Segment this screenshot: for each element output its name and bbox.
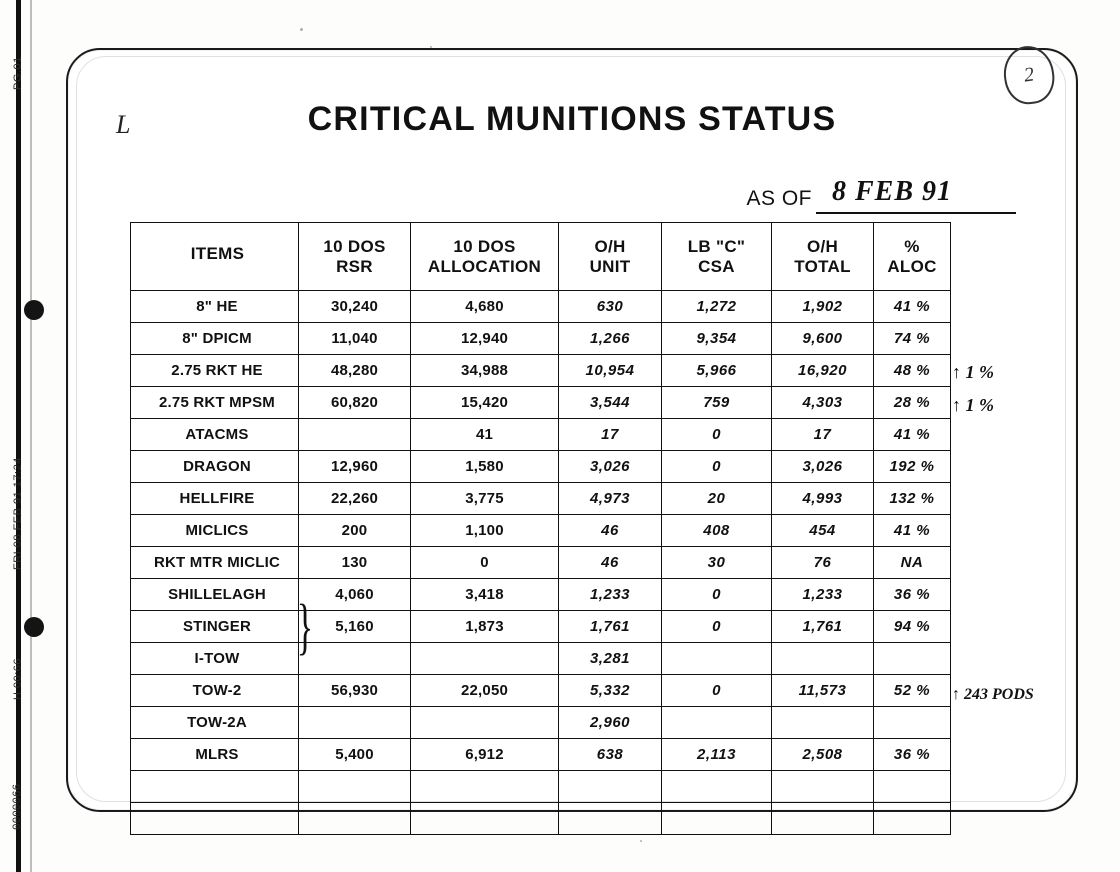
- column-header-allocation: 10 DOS ALLOCATION: [411, 223, 559, 291]
- cell-oh_unit: 1,266: [559, 323, 662, 355]
- cell-oh_unit: 10,954: [559, 355, 662, 387]
- cell-oh_total: 9,600: [772, 323, 874, 355]
- cell-oh_total: 1,761: [772, 611, 874, 643]
- cell-item: TOW-2: [131, 675, 299, 707]
- cell-item: [131, 803, 299, 835]
- cell-oh_total: 17: [772, 419, 874, 451]
- cell-oh_total: 16,920: [772, 355, 874, 387]
- cell-oh_total: 3,026: [772, 451, 874, 483]
- table-row: [131, 675, 951, 707]
- cell-oh_unit: 4,973: [559, 483, 662, 515]
- scan-speck: [300, 28, 303, 31]
- cell-lbc: [662, 803, 772, 835]
- cell-alloc: 1,100: [411, 515, 559, 547]
- table-row: [131, 451, 951, 483]
- cell-rsr: 5,400: [299, 739, 411, 771]
- cell-pct: 94 %: [874, 611, 951, 643]
- table-row: [131, 323, 951, 355]
- cell-oh_total: [772, 643, 874, 675]
- document-sheet: [66, 48, 1078, 812]
- cell-oh_unit: [559, 771, 662, 803]
- page-title: CRITICAL MUNITIONS STATUS: [307, 100, 837, 138]
- cell-item: ATACMS: [131, 419, 299, 451]
- cell-lbc: 2,113: [662, 739, 772, 771]
- cell-lbc: [662, 707, 772, 739]
- cell-alloc: [411, 707, 559, 739]
- cell-oh_total: 1,902: [772, 291, 874, 323]
- cell-oh_unit: 2,960: [559, 707, 662, 739]
- cell-rsr: [299, 803, 411, 835]
- cell-item: 8" HE: [131, 291, 299, 323]
- table-row: [131, 355, 951, 387]
- cell-lbc: 0: [662, 451, 772, 483]
- cell-lbc: 759: [662, 387, 772, 419]
- cell-item: RKT MTR MICLIC: [131, 547, 299, 579]
- scan-page-label: PG.01: [12, 56, 24, 90]
- table-header-row: [131, 223, 951, 291]
- cell-alloc: 34,988: [411, 355, 559, 387]
- cell-rsr: [299, 419, 411, 451]
- cell-rsr: 60,820: [299, 387, 411, 419]
- column-header-lb-c-csa: LB "C" CSA: [662, 223, 772, 291]
- cell-oh_unit: 3,544: [559, 387, 662, 419]
- handwritten-page-mark: L: [116, 110, 131, 139]
- table-row: [131, 483, 951, 515]
- handwritten-brace: }: [296, 593, 314, 661]
- cell-rsr: 22,260: [299, 483, 411, 515]
- cell-pct: 41 %: [874, 291, 951, 323]
- cell-oh_unit: 17: [559, 419, 662, 451]
- scan-date-stamp: FRI 08 FEB 91 17:24: [12, 457, 24, 570]
- cell-alloc: 3,775: [411, 483, 559, 515]
- scan-speck: [640, 840, 642, 842]
- cell-oh_unit: 46: [559, 515, 662, 547]
- cell-pct: 36 %: [874, 579, 951, 611]
- cell-item: STINGER: [131, 611, 299, 643]
- as-of-value: 8 FEB 91: [832, 176, 953, 207]
- margin-note-2: ↑ 1 %: [952, 395, 994, 415]
- cell-oh_total: 1,233: [772, 579, 874, 611]
- cell-pct: 48 %: [874, 355, 951, 387]
- cell-item: 8" DPICM: [131, 323, 299, 355]
- table-row: [131, 387, 951, 419]
- cell-alloc: 4,680: [411, 291, 559, 323]
- cell-item: DRAGON: [131, 451, 299, 483]
- column-header-rsr: 10 DOS RSR: [299, 223, 411, 291]
- cell-alloc: 1,580: [411, 451, 559, 483]
- cell-pct: 28 %: [874, 387, 951, 419]
- table-row: [131, 771, 951, 803]
- cell-oh_total: 4,303: [772, 387, 874, 419]
- cell-item: SHILLELAGH: [131, 579, 299, 611]
- cell-rsr: 130: [299, 547, 411, 579]
- table-row: [131, 707, 951, 739]
- cell-alloc: 6,912: [411, 739, 559, 771]
- cell-lbc: 408: [662, 515, 772, 547]
- cell-pct: 52 %: [874, 675, 951, 707]
- cell-lbc: 9,354: [662, 323, 772, 355]
- as-of-label: AS OF: [746, 187, 812, 210]
- scan-time-stamp: H 00:66: [12, 657, 24, 700]
- cell-alloc: 0: [411, 547, 559, 579]
- cell-oh_total: 11,573: [772, 675, 874, 707]
- cell-rsr: [299, 771, 411, 803]
- cell-pct: NA: [874, 547, 951, 579]
- cell-oh_unit: 630: [559, 291, 662, 323]
- cell-lbc: [662, 643, 772, 675]
- cell-lbc: 1,272: [662, 291, 772, 323]
- cell-oh_unit: 5,332: [559, 675, 662, 707]
- cell-lbc: 5,966: [662, 355, 772, 387]
- cell-oh_total: [772, 771, 874, 803]
- cell-item: TOW-2A: [131, 707, 299, 739]
- table-row: [131, 611, 951, 643]
- table-row: [131, 739, 951, 771]
- critical-munitions-table: [130, 222, 951, 835]
- cell-lbc: 30: [662, 547, 772, 579]
- cell-oh_unit: 638: [559, 739, 662, 771]
- cell-alloc: 1,873: [411, 611, 559, 643]
- cell-item: MICLICS: [131, 515, 299, 547]
- cell-item: MLRS: [131, 739, 299, 771]
- cell-oh_unit: 3,281: [559, 643, 662, 675]
- cell-oh_unit: [559, 803, 662, 835]
- table-row: [131, 419, 951, 451]
- cell-alloc: 3,418: [411, 579, 559, 611]
- cell-rsr: 56,930: [299, 675, 411, 707]
- cell-alloc: 12,940: [411, 323, 559, 355]
- cell-alloc: 22,050: [411, 675, 559, 707]
- cell-item: 2.75 RKT HE: [131, 355, 299, 387]
- cell-pct: 192 %: [874, 451, 951, 483]
- cell-item: [131, 771, 299, 803]
- cell-rsr: 5,160: [299, 611, 411, 643]
- table-row: [131, 803, 951, 835]
- scan-document-number: 0000066: [12, 783, 24, 830]
- cell-oh_total: 4,993: [772, 483, 874, 515]
- cell-lbc: 0: [662, 675, 772, 707]
- table-body: [131, 291, 951, 835]
- column-header-oh-total: O/H TOTAL: [772, 223, 874, 291]
- cell-oh_total: 76: [772, 547, 874, 579]
- cell-rsr: [299, 643, 411, 675]
- cell-pct: 132 %: [874, 483, 951, 515]
- column-header-pct-aloc: % ALOC: [874, 223, 951, 291]
- cell-oh_unit: 1,233: [559, 579, 662, 611]
- cell-oh_unit: 3,026: [559, 451, 662, 483]
- column-header-items: ITEMS: [131, 223, 299, 291]
- cell-alloc: [411, 803, 559, 835]
- cell-alloc: 41: [411, 419, 559, 451]
- hole-punch-mark: [24, 300, 44, 320]
- scan-edge-line: [30, 0, 32, 872]
- table-row: [131, 579, 951, 611]
- table-row: [131, 547, 951, 579]
- cell-item: HELLFIRE: [131, 483, 299, 515]
- cell-pct: 41 %: [874, 419, 951, 451]
- cell-pct: 41 %: [874, 515, 951, 547]
- cell-alloc: [411, 771, 559, 803]
- cell-lbc: [662, 771, 772, 803]
- scan-edge-strip: [16, 0, 21, 872]
- cell-oh_unit: 46: [559, 547, 662, 579]
- cell-oh_total: 454: [772, 515, 874, 547]
- cell-rsr: 11,040: [299, 323, 411, 355]
- cell-rsr: 12,960: [299, 451, 411, 483]
- cell-pct: [874, 643, 951, 675]
- margin-note-1: ↑ 1 %: [952, 362, 994, 382]
- as-of-line: [746, 176, 1016, 214]
- cell-alloc: 15,420: [411, 387, 559, 419]
- cell-pct: [874, 771, 951, 803]
- hole-punch-mark: [24, 617, 44, 637]
- cell-pct: [874, 707, 951, 739]
- as-of-rule: [816, 176, 1016, 214]
- margin-note-3: ↑ 243 PODS: [952, 686, 1034, 703]
- cell-oh_total: 2,508: [772, 739, 874, 771]
- table-row: [131, 291, 951, 323]
- table-row: [131, 515, 951, 547]
- cell-rsr: 200: [299, 515, 411, 547]
- cell-oh_total: [772, 707, 874, 739]
- cell-rsr: [299, 707, 411, 739]
- corner-page-mark: 2: [1000, 43, 1058, 107]
- cell-rsr: 48,280: [299, 355, 411, 387]
- column-header-oh-unit: O/H UNIT: [559, 223, 662, 291]
- cell-pct: [874, 803, 951, 835]
- table-row: [131, 643, 951, 675]
- cell-rsr: 4,060: [299, 579, 411, 611]
- cell-item: 2.75 RKT MPSM: [131, 387, 299, 419]
- cell-alloc: [411, 643, 559, 675]
- cell-oh_total: [772, 803, 874, 835]
- cell-pct: 36 %: [874, 739, 951, 771]
- cell-lbc: 0: [662, 579, 772, 611]
- cell-lbc: 0: [662, 419, 772, 451]
- cell-lbc: 0: [662, 611, 772, 643]
- cell-pct: 74 %: [874, 323, 951, 355]
- cell-rsr: 30,240: [299, 291, 411, 323]
- cell-lbc: 20: [662, 483, 772, 515]
- cell-item: I-TOW: [131, 643, 299, 675]
- cell-oh_unit: 1,761: [559, 611, 662, 643]
